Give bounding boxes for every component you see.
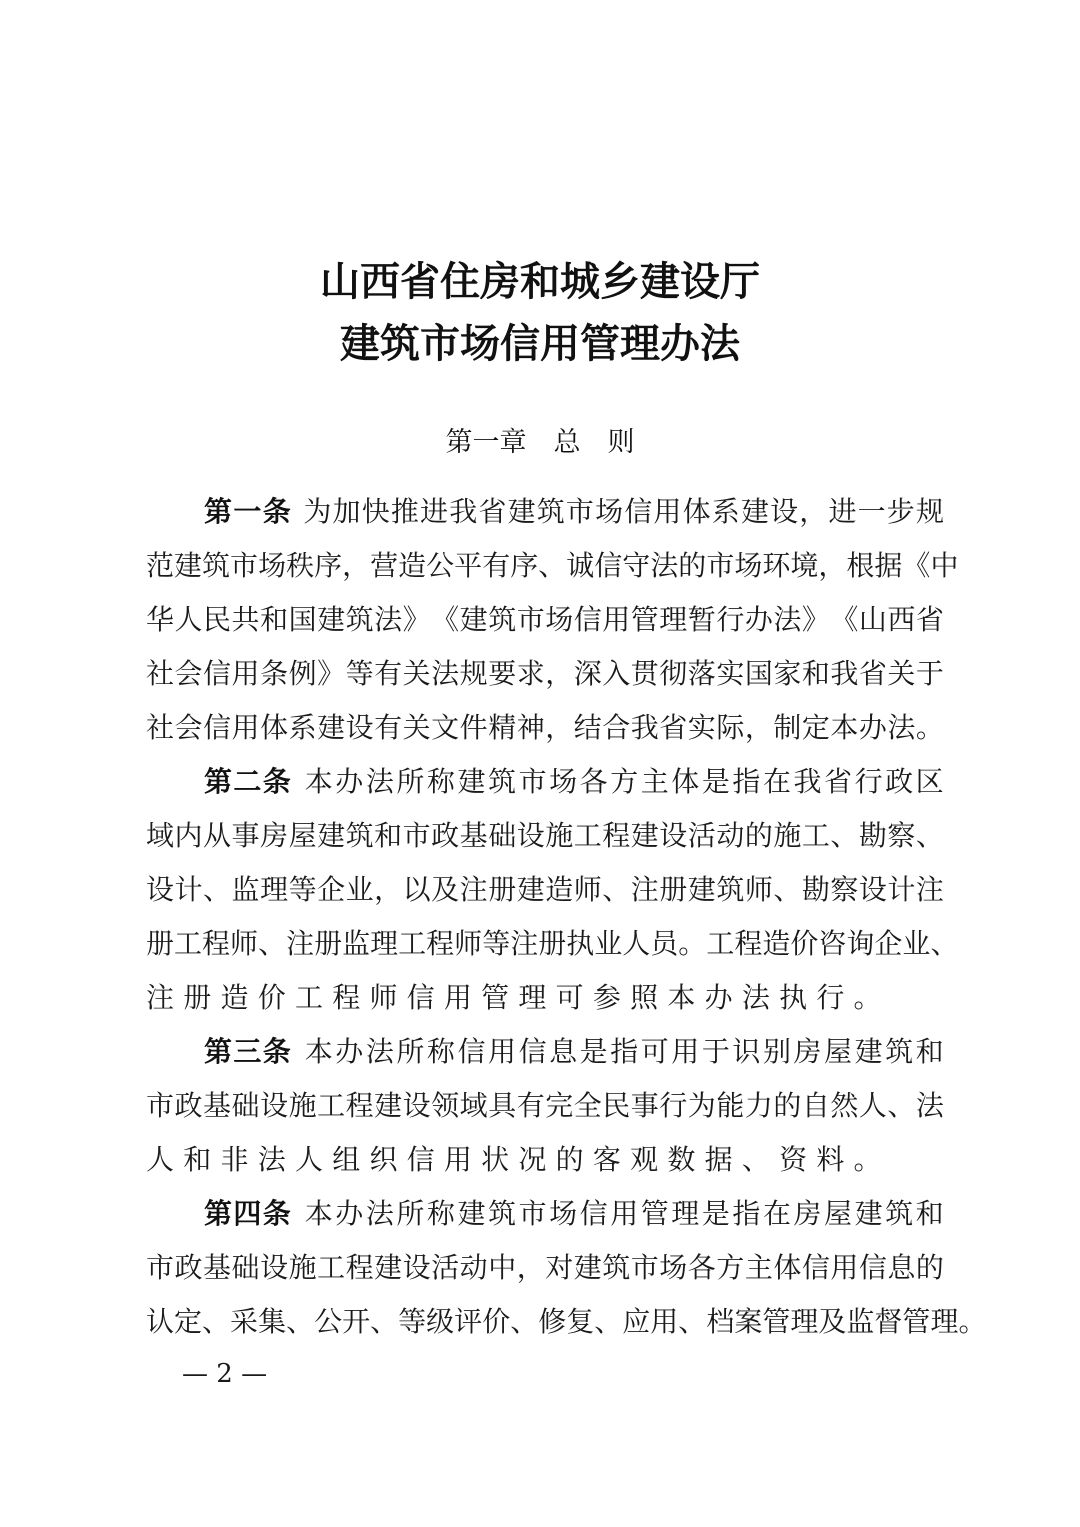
article-1-line-4: 社 会 信 用 条 例 》 等 有 关 法 规 要 求 ， 深 入 贯 彻 落 实 国 家 和 我 省 关 于 bbox=[146, 657, 944, 690]
article-4-line-2: 市 政 基 础 设 施 工 程 建 设 活 动 中 ， 对 建 筑 市 场 各 方 主 体 信 用 信 息 的 bbox=[146, 1251, 944, 1284]
article-4-line-3: 认 定 、 采 集 、 公 开 、 等 级 评 价 、 修 复 、 应 用 、 档 案 管 理 及 监 督 管 理 。 bbox=[146, 1305, 987, 1338]
article-2-line-5: 注册造价工程师信用管理可参照本办法执行。 bbox=[146, 981, 891, 1014]
article-4-line-1: 第四条 本 办 法 所 称 建 筑 市 场 信 用 管 理 是 指 在 房 屋 建 筑 和 bbox=[204, 1187, 944, 1241]
article-1-line-2: 范 建 筑 市 场 秩 序 ， 营 造 公 平 有 序 、 诚 信 守 法 的 市 场 环 境 ， 根 据 《 中 bbox=[146, 549, 959, 582]
article-3-line-2: 市 政 基 础 设 施 工 程 建 设 领 域 具 有 完 全 民 事 行 为 能 力 的 自 然 人 、 法 bbox=[146, 1089, 944, 1122]
article-2-line-1: 第二条 本 办 法 所 称 建 筑 市 场 各 方 主 体 是 指 在 我 省 行 政 区 bbox=[204, 755, 944, 809]
page-number: — 2 — bbox=[182, 1359, 268, 1389]
article-2-label: 第二条 bbox=[204, 765, 293, 798]
chapter-heading: 第一章 总 则 bbox=[445, 427, 635, 458]
document-title-line-2: 建筑市场信用管理办法 bbox=[340, 321, 740, 367]
article-3-label: 第三条 bbox=[204, 1035, 293, 1068]
article-1-label: 第一条 bbox=[204, 495, 293, 528]
article-2-line-3: 设 计 、 监 理 等 企 业 ， 以 及 注 册 建 造 师 、 注 册 建 筑 师 、 勘 察 设 计 注 bbox=[146, 873, 944, 906]
article-3-line-3: 人和非法人组织信用状况的客观数据、资料。 bbox=[146, 1143, 891, 1176]
article-2-line-4: 册 工 程 师 、 注 册 监 理 工 程 师 等 注 册 执 业 人 员 。 工 程 造 价 咨 询 企 业 、 bbox=[146, 927, 959, 960]
article-2-line-2: 域 内 从 事 房 屋 建 筑 和 市 政 基 础 设 施 工 程 建 设 活 动 的 施 工 、 勘 察 、 bbox=[146, 819, 944, 852]
article-4-label: 第四条 bbox=[204, 1197, 293, 1230]
article-1-line-3: 华 人 民 共 和 国 建 筑 法 》 《 建 筑 市 场 信 用 管 理 暂 行 办 法 》 《 山 西 省 bbox=[146, 603, 944, 636]
article-3-line-1: 第三条 本 办 法 所 称 信 用 信 息 是 指 可 用 于 识 别 房 屋 建 筑 和 bbox=[204, 1025, 944, 1079]
article-1-line-5: 社 会 信 用 体 系 建 设 有 关 文 件 精 神 ， 结 合 我 省 实 际 ， 制 定 本 办 法 。 bbox=[146, 711, 944, 744]
article-1-line-1: 第一条 为 加 快 推 进 我 省 建 筑 市 场 信 用 体 系 建 设 ， 进 一 步 规 bbox=[204, 485, 944, 539]
document-title-line-1: 山西省住房和城乡建设厅 bbox=[320, 259, 760, 305]
